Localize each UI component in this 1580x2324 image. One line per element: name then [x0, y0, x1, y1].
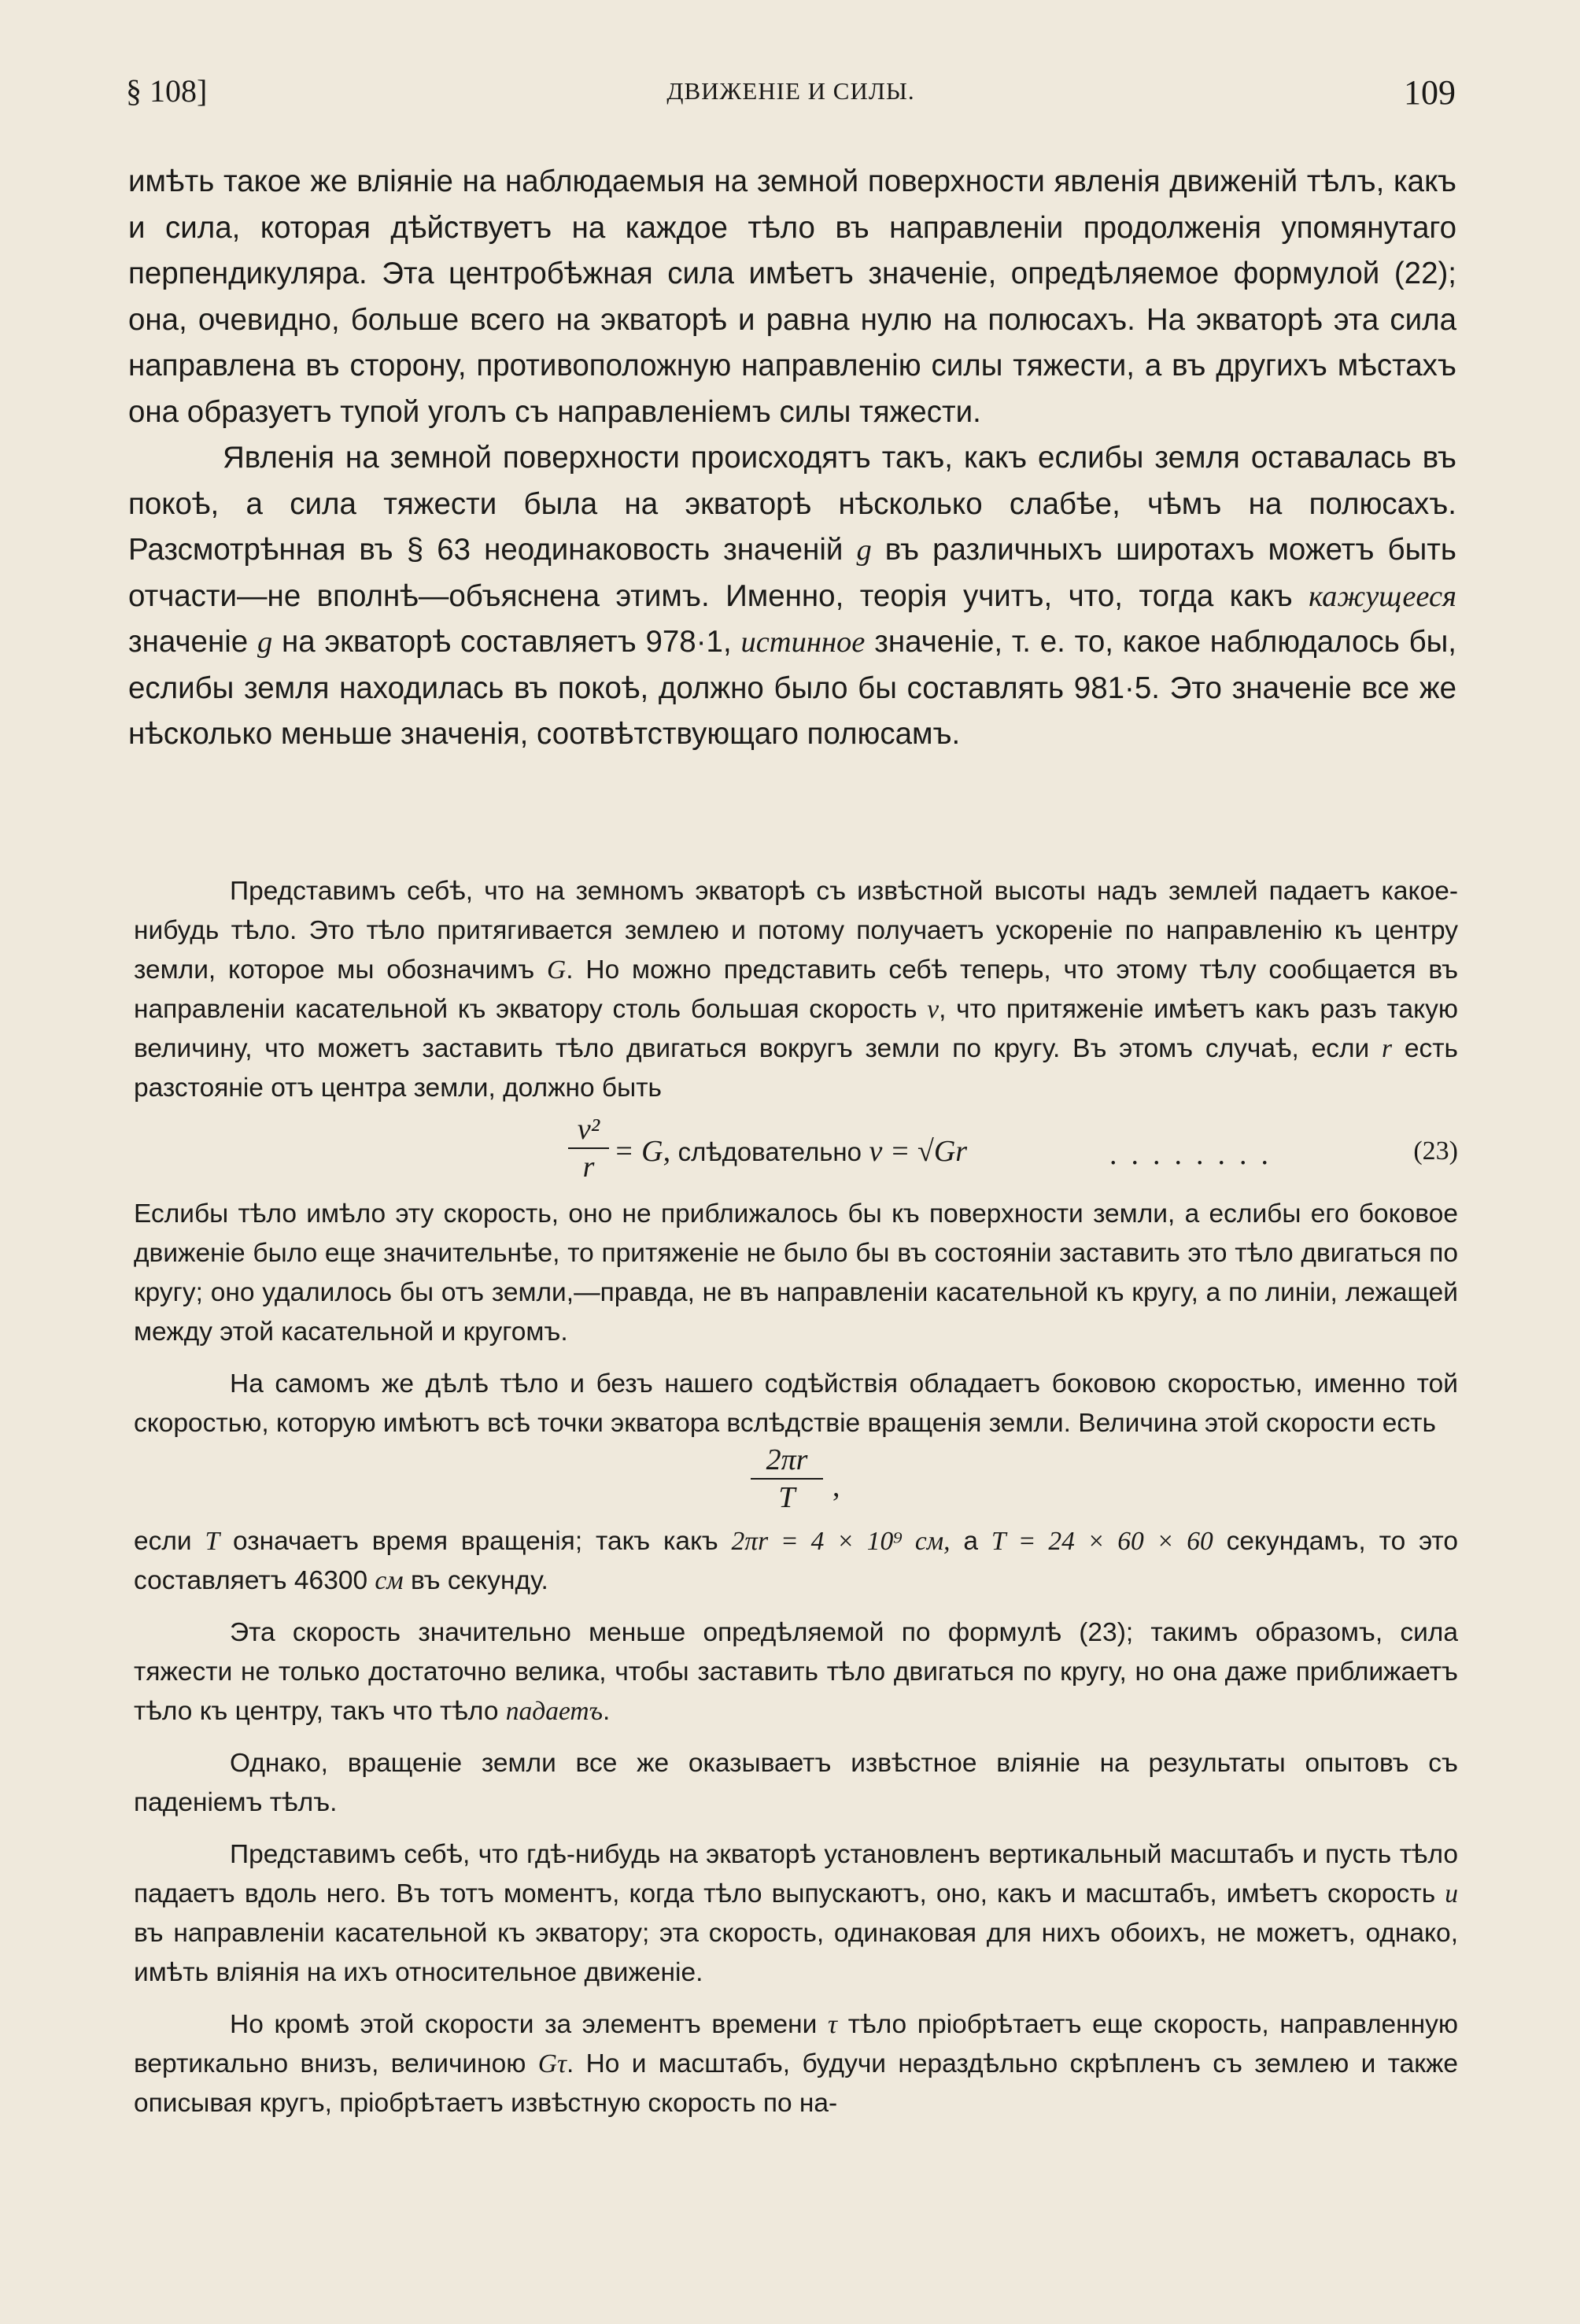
leader-dots: ........	[1109, 1138, 1283, 1171]
paragraph: если T означаетъ время вращенія; такъ какъ 2πr = 4 × 10⁹ см, а T = 24 × 60 × 60 секундамъ, то это составляетъ 46300 см въ секунду.	[134, 1527, 1459, 1595]
paragraph: Явленія на земной поверхности происходятъ такъ, какъ еслибы земля оставалась въ покоѣ, а сила тяжести была на экваторѣ нѣсколько слабѣе, чѣмъ на полюсахъ. Разсмотрѣнная въ § 63 неодинаковость значеній g въ различныхъ широтахъ можетъ быть отчасти—не вполнѣ—объяснена этимъ. Именно, теорія учитъ, что, тогда какъ кажущееся значеніе g на экваторѣ составляетъ 978·1, истинное значеніе, т. е. то, какое наблюдалось бы, еслибы земля находилась въ покоѣ, должно было бы составлять 981·5. Это значеніе все же нѣсколько меньше значенія, соотвѣтствующаго полюсамъ.	[128, 441, 1456, 751]
running-title: ДВИЖЕНІЕ И СИЛЫ.	[666, 77, 915, 105]
running-header	[126, 72, 1456, 120]
paragraph: Еслибы тѣло имѣло эту скорость, оно не приближалось бы къ поверхности земли, а еслибы его боковое движеніе было еще значительнѣе, то притяженіе не было бы въ состояніи заставить это тѣло двигаться по кругу; оно удалилось бы отъ земли,—правда, не въ направленіи касательной къ кругу, а по линіи, лежащей между этой касательной и кругомъ.	[134, 1199, 1458, 1347]
emphasis: падаетъ	[505, 1697, 603, 1726]
emphasis: кажущееся	[1309, 579, 1456, 613]
paragraph: Представимъ себѣ, что на земномъ экваторѣ съ извѣстной высоты надъ землей падаетъ какое-нибудь тѣло. Это тѣло притягивается землею и потому получаетъ ускореніе по направленію къ центру земли, которое мы обозначимъ G. Но можно представить себѣ теперь, что этому тѣлу сообщается въ направленіи касательной къ экватору столь большая скорость v, что притяженіе имѣетъ какъ разъ такую величину, что можетъ заставить тѣло двигаться вокругъ земли по кругу. Въ этомъ случаѣ, если r есть разстояніе отъ центра земли, должно быть	[134, 877, 1459, 1103]
equation-number: (23)	[1413, 1136, 1458, 1166]
formula-velocity: 2πr T ,	[134, 1443, 1458, 1522]
fraction: 2πr T	[748, 1443, 826, 1514]
paragraph: На самомъ же дѣлѣ тѣло и безъ нашего содѣйствія обладаетъ боковою скоростью, именно той скоростью, которую имѣютъ всѣ точки экватора вслѣдствіе вращенія земли. Величина этой скорости есть	[134, 1369, 1458, 1438]
symbol-g: g	[257, 626, 273, 659]
paragraph: имѣть такое же вліяніе на наблюдаемыя на земной поверхности явленія движеній тѣлъ, какъ и сила, которая дѣйствуетъ на каждое тѣло въ направленіи продолженія упомянутаго перпендикуляра. Эта центробѣжная сила имѣетъ значеніе, опредѣляемое формулой (22); она, очевидно, больше всего на экваторѣ и равна нулю на полюсахъ. На экваторѣ эта сила направлена въ сторону, противоположную направленію силы тяжести, а въ другихъ мѣстахъ она образуетъ тупой уголъ съ направленіемъ силы тяжести.	[128, 164, 1456, 429]
symbol-g: g	[856, 534, 872, 567]
paragraph: Однако, вращеніе земли все же оказываетъ извѣстное вліяніе на результаты опытовъ съ паденіемъ тѣлъ.	[134, 1749, 1458, 1817]
paragraph: Представимъ себѣ, что гдѣ-нибудь на экваторѣ установленъ вертикальный масштабъ и пусть тѣло падаетъ вдоль него. Въ тотъ моментъ, когда тѣло выпускаютъ, оно, какъ и масштабъ, имѣетъ скорость u въ направленіи касательной къ экватору; эта скорость, одинаковая для нихъ обоихъ, не можетъ, однако, имѣть вліянія на ихъ относительное движеніе.	[134, 1840, 1458, 1987]
paragraph: Эта скорость значительно меньше опредѣляемой по формулѣ (23); такимъ образомъ, сила тяжести не только достаточно велика, чтобы заставить тѣло двигаться по кругу, но она даже приближаетъ тѣло къ центру, такъ что тѣло падаетъ.	[134, 1618, 1458, 1726]
paragraph: Но кромѣ этой скорости за элементъ времени τ тѣло пріобрѣтаетъ еще скорость, направленную вертикально внизъ, величиною Gτ. Но и масштабъ, будучи нераздѣльно скрѣпленъ съ землею и также описывая кругъ, пріобрѣтаетъ извѣстную скорость по на-	[134, 2010, 1458, 2118]
fraction: v² r	[565, 1113, 612, 1184]
page-number: 109	[1404, 73, 1456, 112]
section-reference: § 108]	[126, 73, 208, 109]
main-text-large	[128, 159, 1456, 758]
formula-23: v² r = G, слѣдовательно v = √Gr ........ (23)	[134, 1108, 1458, 1195]
main-text-small	[134, 872, 1458, 2123]
emphasis: истинное	[740, 626, 866, 659]
